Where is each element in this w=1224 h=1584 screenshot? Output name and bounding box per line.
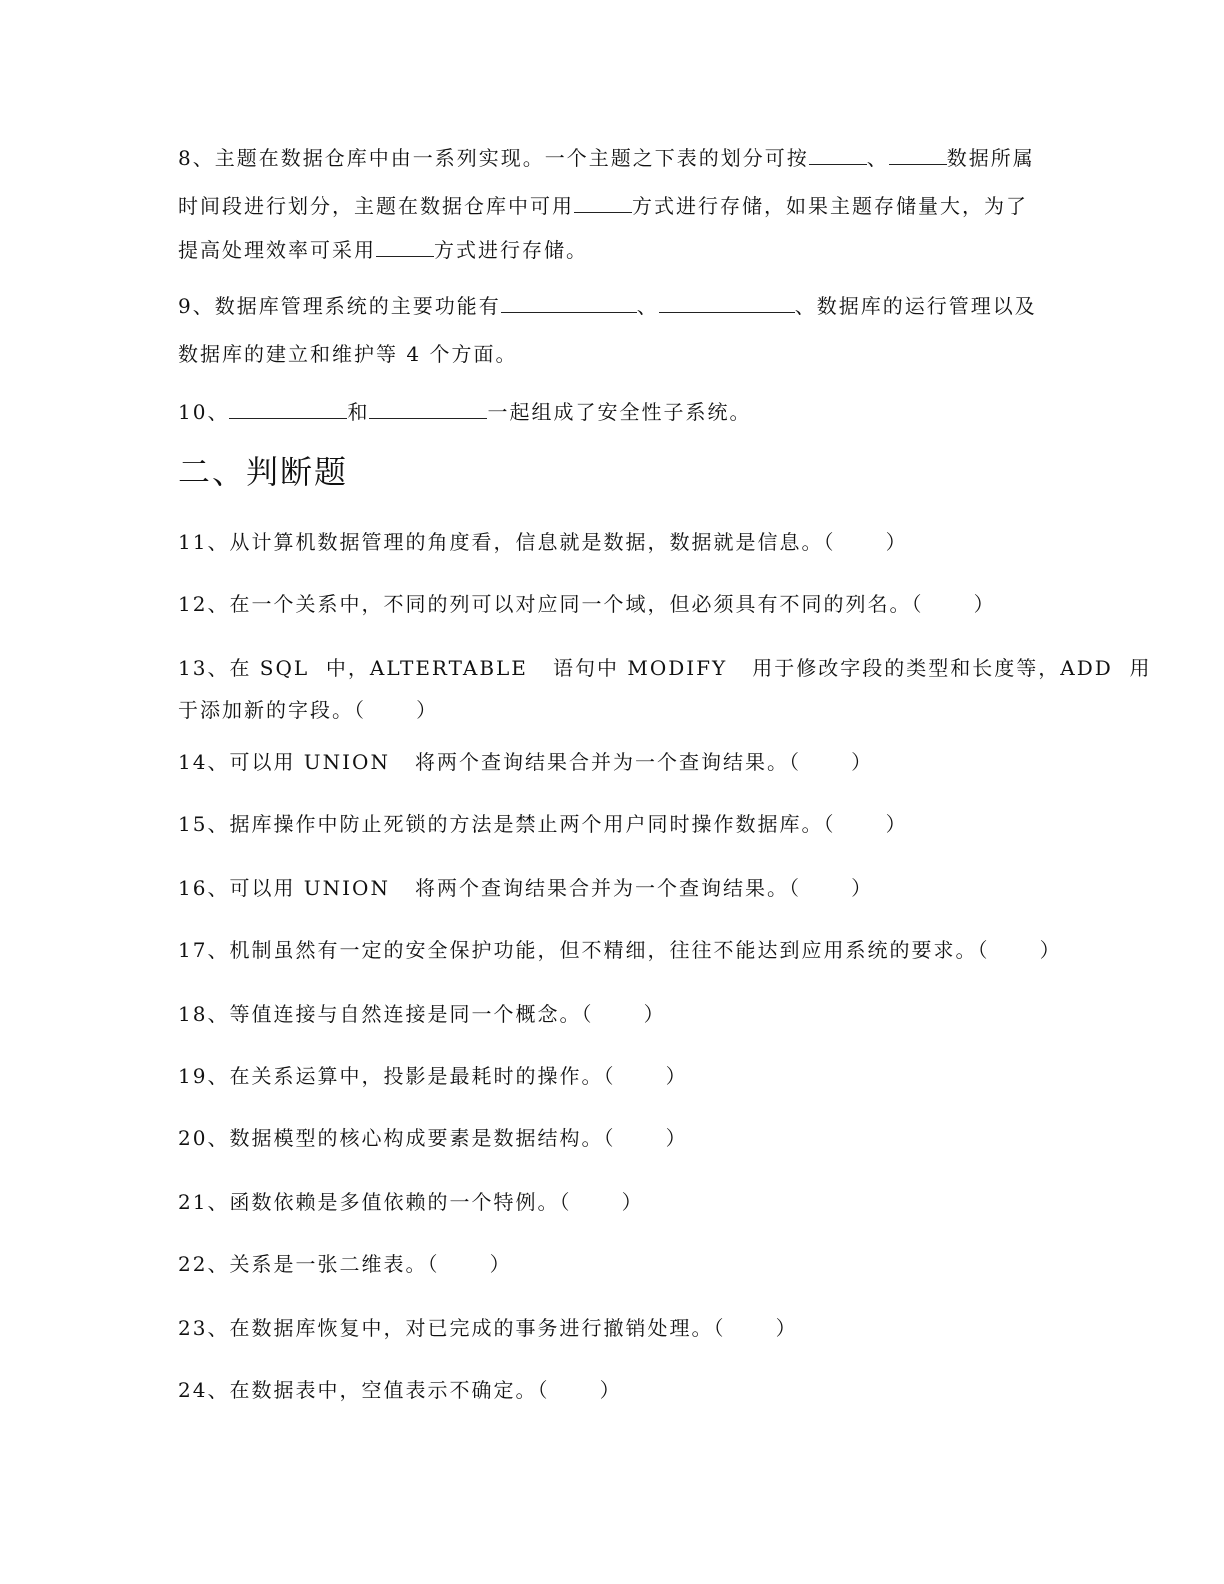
question-item: 22、关系是一张二维表。（ ）	[178, 1252, 512, 1276]
question-8-text: 数据所属	[946, 146, 1035, 170]
answer-blank[interactable]	[889, 144, 947, 165]
question-item: 14、可以用 UNION 将两个查询结果合并为一个查询结果。（ ）	[178, 750, 874, 774]
question-item: 18、等值连接与自然连接是同一个概念。（ ）	[178, 1002, 666, 1026]
answer-blank[interactable]	[809, 144, 867, 165]
question-10-text: 10、	[178, 400, 230, 424]
question-9-text: 9、数据库管理系统的主要功能有	[178, 294, 501, 318]
separator: 、	[866, 146, 889, 170]
question-9-text: 数据库的建立和维护等 4 个方面。	[178, 342, 518, 366]
question-9-line-2	[178, 340, 517, 368]
question-10-line	[178, 398, 751, 426]
question-8-text: 8、主题在数据仓库中由一系列实现。一个主题之下表的划分可按	[178, 146, 809, 170]
question-item: 12、在一个关系中，不同的列可以对应同一个域，但必须具有不同的列名。（ ）	[178, 592, 996, 616]
answer-blank[interactable]	[501, 292, 637, 313]
question-9-line-1	[178, 292, 1037, 320]
question-item: 24、在数据表中，空值表示不确定。（ ）	[178, 1378, 622, 1402]
question-item: 15、据库操作中防止死锁的方法是禁止两个用户同时操作数据库。（ ）	[178, 812, 908, 836]
question-item: 16、可以用 UNION 将两个查询结果合并为一个查询结果。（ ）	[178, 876, 874, 900]
question-8-line-3	[178, 236, 588, 264]
question-10-text: 一起组成了安全性子系统。	[487, 400, 752, 424]
question-8-line-2	[178, 192, 1028, 220]
question-8-text: 方式进行存储，如果主题存储量大，为了	[632, 194, 1028, 218]
question-item: 21、函数依赖是多值依赖的一个特例。（ ）	[178, 1190, 644, 1214]
question-item: 于添加新的字段。（ ）	[178, 698, 439, 722]
answer-blank[interactable]	[229, 398, 347, 419]
question-8-text: 提高处理效率可采用	[178, 238, 376, 262]
answer-blank[interactable]	[659, 292, 795, 313]
question-8-line-1	[178, 144, 1035, 172]
question-10-text: 和	[347, 400, 370, 424]
question-item: 19、在关系运算中，投影是最耗时的操作。（ ）	[178, 1064, 688, 1088]
separator: 、	[636, 294, 659, 318]
answer-blank[interactable]	[369, 398, 487, 419]
question-item: 23、在数据库恢复中，对已完成的事务进行撤销处理。（ ）	[178, 1316, 798, 1340]
question-8-text: 时间段进行划分，主题在数据仓库中可用	[178, 194, 574, 218]
section-title: 二、判断题	[178, 453, 349, 491]
question-item: 17、机制虽然有一定的安全保护功能，但不精细，往往不能达到应用系统的要求。（ ）	[178, 938, 1062, 962]
question-item: 20、数据模型的核心构成要素是数据结构。（ ）	[178, 1126, 688, 1150]
answer-blank[interactable]	[574, 192, 632, 213]
answer-blank[interactable]	[376, 236, 434, 257]
question-9-text: 、数据库的运行管理以及	[794, 294, 1037, 318]
question-item: 13、在 SQL 中，ALTERTABLE 语句中 MODIFY 用于修改字段的类型和长度等，ADD 用	[178, 656, 1152, 680]
question-item: 11、从计算机数据管理的角度看，信息就是数据，数据就是信息。（ ）	[178, 530, 908, 554]
question-8-text: 方式进行存储。	[434, 238, 588, 262]
